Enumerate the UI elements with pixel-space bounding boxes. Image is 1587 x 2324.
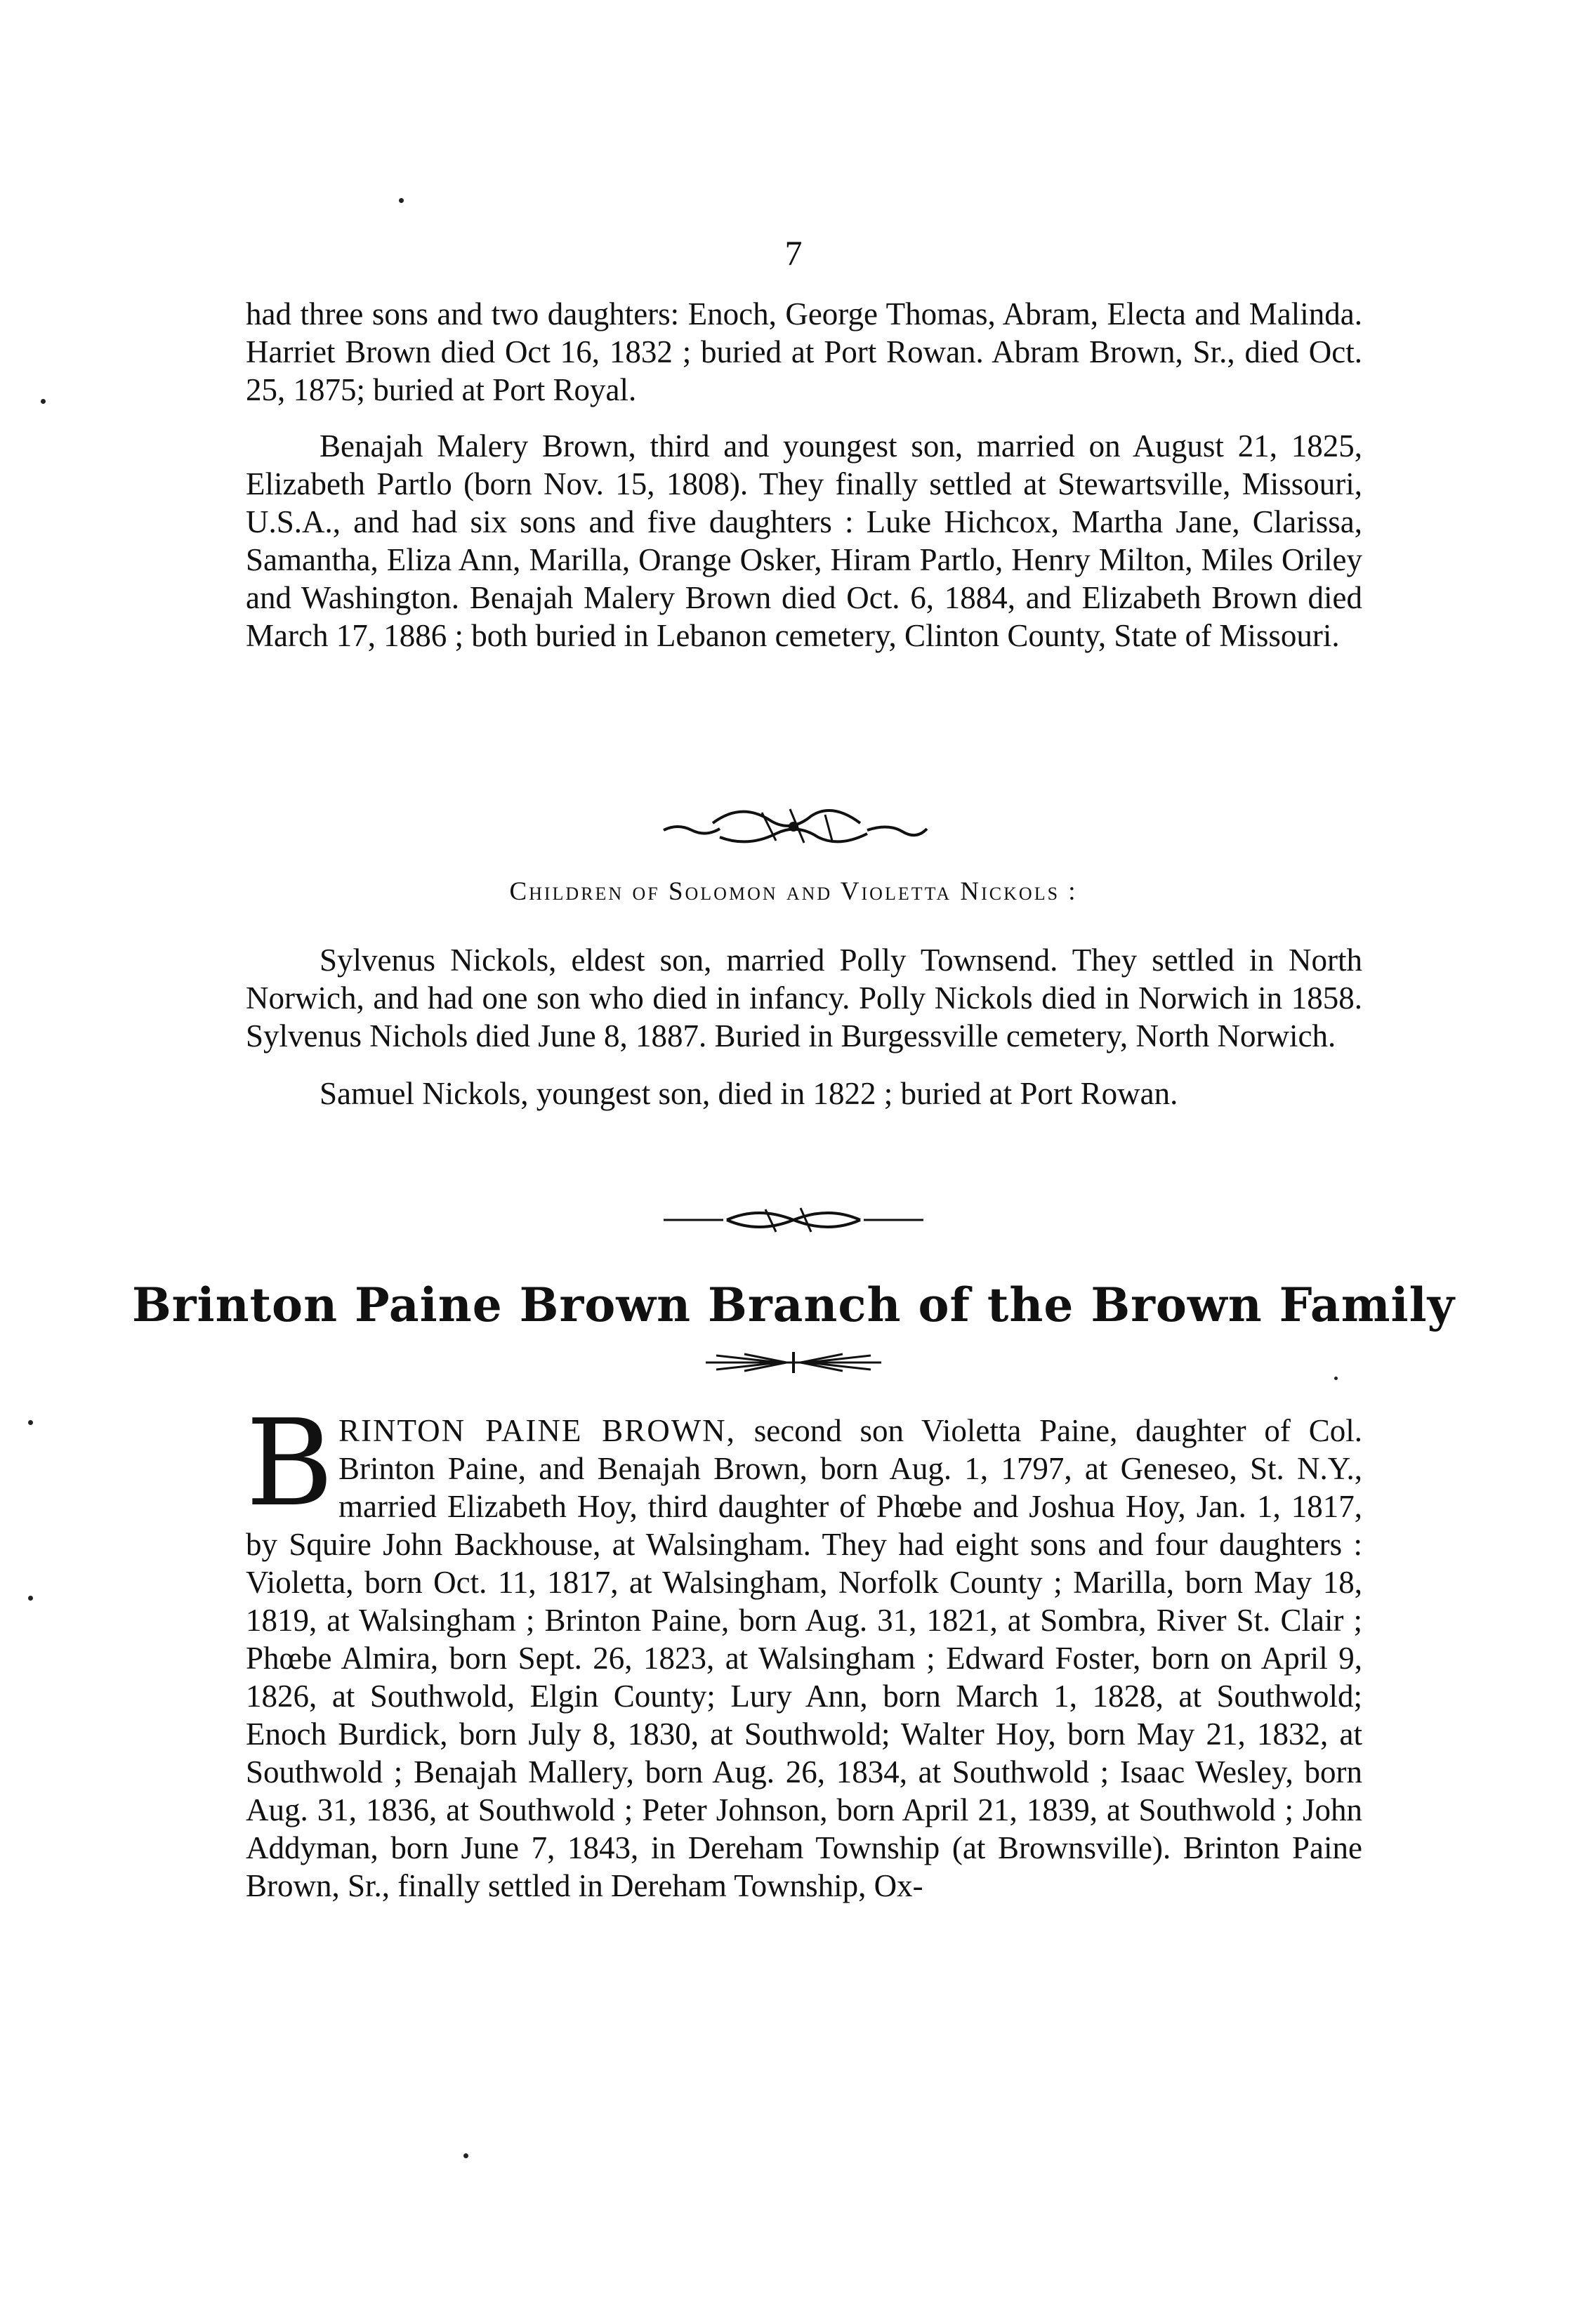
drop-cap: B: [246, 1394, 334, 1533]
ornament-divider-2: [0, 1202, 1587, 1241]
ink-speck: [28, 1420, 33, 1425]
ornament-divider-3: [0, 1348, 1587, 1380]
ink-speck: [41, 399, 46, 404]
feather-ornament-icon: [702, 1348, 885, 1377]
flourish-ornament-icon: [657, 802, 930, 851]
page-number: 7: [784, 233, 803, 273]
section-heading: Children of Solomon and Violetta Nickols :: [509, 877, 1078, 906]
branch-title: Brinton Paine Brown Branch of the Brown Family: [131, 1278, 1456, 1332]
ink-speck: [399, 198, 404, 203]
opening-words: RINTON PAINE BROWN,: [338, 1413, 736, 1448]
ink-speck: [28, 1596, 33, 1601]
paragraph-samuel: Samuel Nickols, youngest son, died in 1822 ; buried at Port Rowan.: [320, 1076, 1178, 1111]
middle-text-block: [246, 941, 1362, 1112]
paragraph-abram-family: had three sons and two daughters: Enoch, George Thomas, Abram, Electa and Malinda. Harriet Brown died Oct 16, 1832 ; buried at Port Rowan. Abram Brown, Sr., died Oct. 25, 1875; buried at Port Royal.: [246, 296, 1362, 407]
ink-speck: [463, 2153, 468, 2158]
flourish-ornament-icon: [660, 1202, 927, 1238]
final-text-block: [246, 1394, 1362, 1905]
paragraph-sylvenus: Sylvenus Nickols, eldest son, married Polly Townsend. They settled in North Norwich, and had one son who died in infancy. Polly Nickols died in Norwich in 1858. Sylvenus Nichols died June 8, 1887. Buried in Burgessville cemetery, North Norwich.: [246, 943, 1362, 1053]
paragraph-benajah-malery: Benajah Malery Brown, third and youngest son, married on August 21, 1825, Elizabeth Partlo (born Nov. 15, 1808). They finally settled at Stewartsville, Missouri, U.S.A., and had six sons and five daughters : Luke Hichcox, Martha Jane, Clarissa, Samantha, Eliza Ann, Marilla, Orange Osker, Hiram Partlo, Henry Milton, Miles Oriley and Washington. Benajah Malery Brown died Oct. 6, 1884, and Elizabeth Brown died March 17, 1886 ; both buried in Lebanon cemetery, Clinton County, State of Missouri.: [246, 428, 1362, 653]
ornament-divider-1: [0, 802, 1587, 855]
paragraph-body: second son Violetta Paine, daughter of Col. Brinton Paine, and Benajah Brown, born Aug. 1, 1797, at Geneseo, St. N.Y., married Elizabeth Hoy, third daughter of Phœbe and Joshua Hoy, Jan. 1, 1817, by Squire John Backhouse, at Walsingham. They had eight sons and four daughters : Violetta, born Oct. 11, 1817, at Walsingham, Norfolk County ; Marilla, born May 18, 1819, at Walsingham ; Brinton Paine, born Aug. 31, 1821, at Sombra, River St. Clair ; Phœbe Almira, born Sept. 26, 1823, at Walsingham ; Edward Foster, born on April 9, 1826, at Southwold, Elgin County; Lury Ann, born March 1, 1828, at Southwold; Enoch Burdick, born July 8, 1830, at Southwold; Walter Hoy, born May 21, 1832, at Southwold ; Benajah Mallery, born Aug. 26, 1834, at Southwold ; Isaac Wesley, born Aug. 31, 1836, at Southwold ; Peter Johnson, born April 21, 1839, at Southwold ; John Addyman, born June 7, 1843, in Dereham Township (at Brownsville). Brinton Paine Brown, Sr., finally settled in Dereham Township, Ox-: [246, 1413, 1362, 1903]
top-text-block: [246, 295, 1362, 655]
paragraph-brinton-paine-brown: [246, 1394, 1362, 1905]
